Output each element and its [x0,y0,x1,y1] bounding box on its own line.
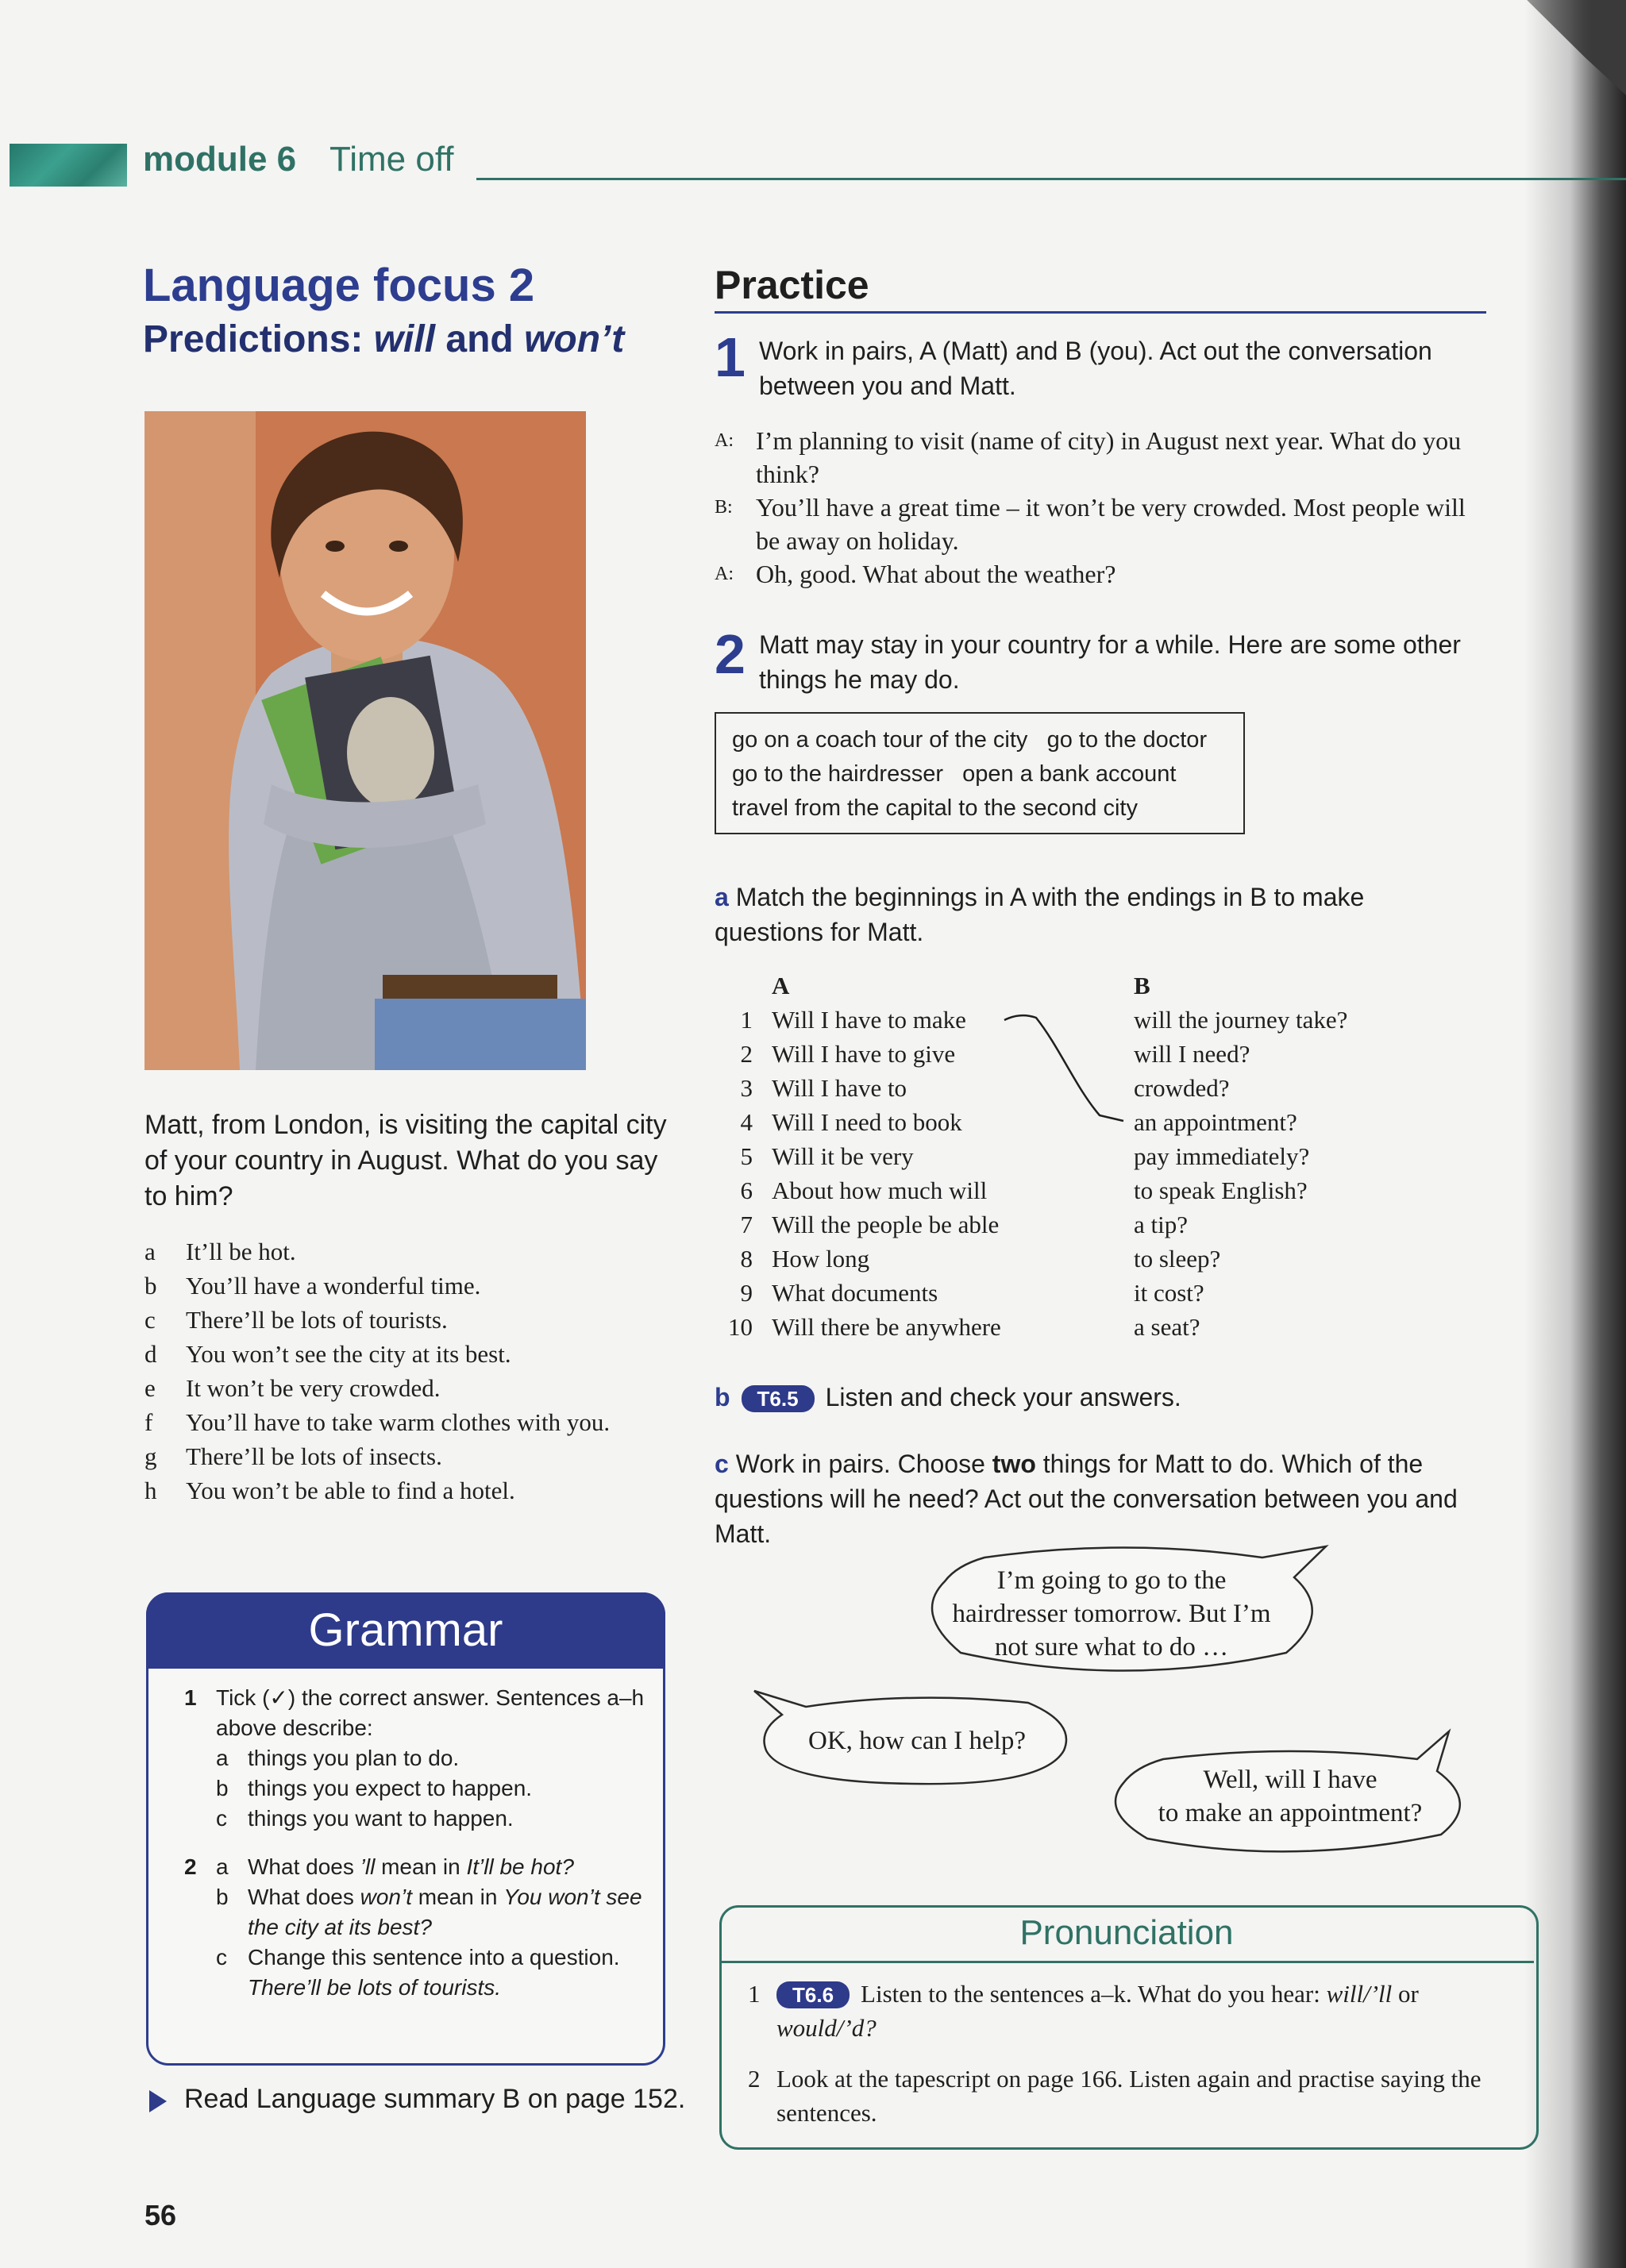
column-a-item: 4 Will I need to book [740,1108,962,1136]
section-subtitle: Predictions: will and won’t [143,318,625,360]
column-b-item: a tip? [1134,1211,1188,1238]
grammar-title: Grammar [146,1592,665,1669]
list-item: g There’ll be lots of insects. [144,1442,442,1470]
intro-text: Matt, from London, is visiting the capital city of your country in August. What do you say to him? [144,1110,667,1211]
list-item: d You won’t see the city at its best. [144,1340,511,1368]
column-a-item: 1 Will I have to make [740,1006,966,1034]
play-arrow-icon [149,2090,167,2112]
list-item: f You’ll have to take warm clothes with you. [144,1408,611,1436]
conversation-line: A: Oh, good. What about the weather? [715,560,1116,588]
track-badge[interactable]: T6.5 [742,1385,815,1412]
statement-list [144,1234,669,1508]
column-a-item: 5 Will it be very [740,1142,914,1170]
grammar-question-1: 1 Tick (✓) the correct answer. Sentences a–h above describe: a things you plan to do. b things you expect to happen. c things you want to happen. [184,1685,645,1831]
column-a-item: 3 Will I have to [740,1074,907,1102]
pronunciation-title: Pronunciation [1019,1913,1234,1952]
pronunciation-item-1: 1 T6.6 Listen to the sentences a–k. What do you hear: will/’ll or would/’d? [748,1980,1419,2042]
speech-bubble-1-text: I’m going to go to the hairdresser tomorrow. But I’m not sure what to do … [952,1566,1271,1662]
conversation [715,424,1493,591]
exercise-1-number: 1 [715,326,746,388]
module-header-band [10,144,127,187]
module-title: Time off [329,140,454,179]
list-item: c There’ll be lots of tourists. [144,1306,448,1334]
column-b-item: an appointment? [1134,1108,1297,1136]
activities-line: travel from the capital to the second city [732,795,1138,821]
column-a-item: 2 Will I have to give [740,1040,956,1068]
page-binding-shadow [1524,0,1626,2268]
list-item: h You won’t be able to find a hotel. [144,1477,515,1504]
activities-line: go on a coach tour of the city go to the doctor [732,727,1208,753]
activities-line: go to the hairdresser open a bank account [732,761,1177,787]
speech-bubble-3-text: Well, will I have to make an appointment? [1158,1765,1423,1827]
column-a-item: 8 How long [740,1245,870,1273]
speech-bubble-2-text: OK, how can I help? [808,1727,1026,1755]
matching-example-line [996,1008,1131,1127]
exercise-2c: c Work in pairs. Choose two things for Matt to do. Which of the questions will he need? Act out the conversation between you and Matt. [715,1450,1458,1548]
pronunciation-item-2: 2 Look at the tapescript on page 166. Listen again and practise saying the sentences. [748,2065,1482,2127]
track-badge[interactable]: T6.6 [776,1981,850,2008]
column-b-item: a seat? [1134,1313,1200,1341]
module-label: module 6 [143,140,297,179]
column-a-item: 10 Will there be anywhere [728,1313,1001,1341]
list-item: a It’ll be hot. [144,1238,296,1265]
conversation-line: B: You’ll have a great time – it won’t be very crowded. Most people will be away on holiday. [715,493,1466,555]
column-b-item: crowded? [1134,1074,1230,1102]
grammar-question-2: 2 a What does ’ll mean in It’ll be hot? b What does won’t mean in You won’t see the city at its best? c Change this sentence into a question. There’ll be lots of tourists. [184,1854,642,2000]
exercise-1-instructions: Work in pairs, A (Matt) and B (you). Act out the conversation between you and Matt. [759,337,1432,400]
column-b-item: to sleep? [1134,1245,1221,1273]
header-rule [476,178,1626,180]
column-b-item: pay immediately? [1134,1142,1310,1170]
column-b-heading: B [1134,972,1150,999]
page-number: 56 [144,2199,177,2231]
exercise-2b: b T6.5 Listen and check your answers. [715,1383,1181,1411]
exercise-2-number: 2 [715,623,746,685]
language-summary-ref: Read Language summary B on page 152. [184,2084,686,2114]
column-a-item: 7 Will the people be able [740,1211,1000,1238]
pronunciation-rule [719,1961,1534,1963]
list-item: b You’ll have a wonderful time. [144,1272,481,1300]
column-a-item: 9 What documents [740,1279,938,1307]
exercise-2a-instructions: a Match the beginnings in A with the endings in B to make questions for Matt. [715,883,1365,946]
activities-box [715,712,1245,834]
conversation-line: A: I’m planning to visit (name of city) in August next year. What do you think? [715,426,1462,488]
exercise-2-instructions: Matt may stay in your country for a while. Here are some other things he may do. [759,630,1461,694]
column-b-item: it cost? [1134,1279,1204,1307]
practice-rule [715,311,1486,314]
list-item: e It won’t be very crowded. [144,1374,441,1402]
practice-title: Practice [715,263,869,307]
column-a-heading: A [772,972,790,999]
matt-illustration [144,411,586,1070]
column-b-item: will the journey take? [1134,1006,1348,1034]
column-b-item: to speak English? [1134,1176,1308,1204]
column-b [1134,968,1499,1344]
photo-matt [144,411,586,1070]
column-b-item: will I need? [1134,1040,1250,1068]
section-title: Language focus 2 [143,260,535,311]
column-a-item: 6 About how much will [740,1176,988,1204]
